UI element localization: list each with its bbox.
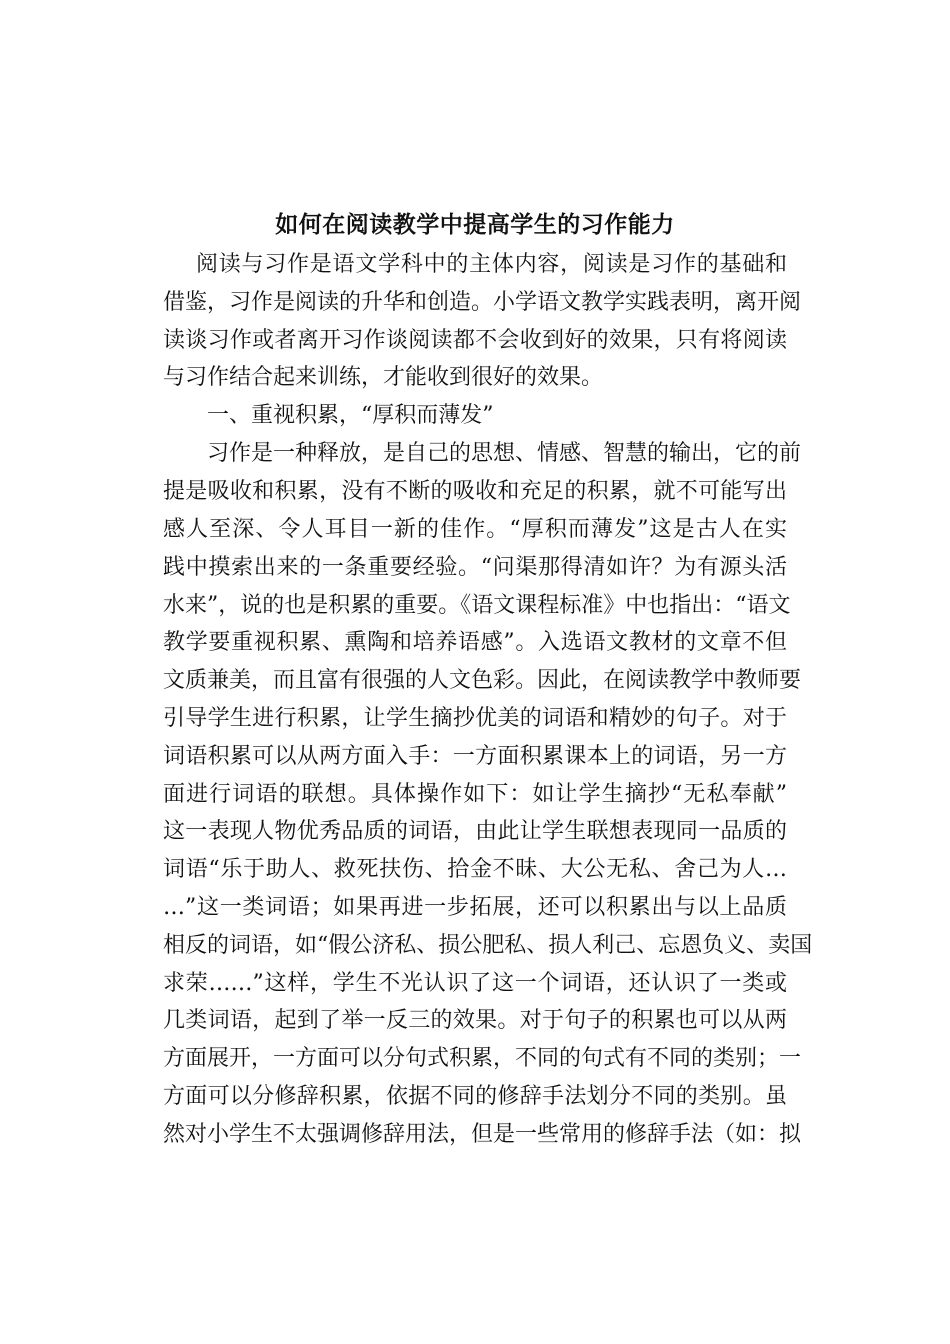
- paragraph-line: …”这一类词语；如果再进一步拓展，还可以积累出与以上品质: [163, 895, 787, 920]
- paragraph-line: 阅读与习作是语文学科中的主体内容，阅读是习作的基础和: [196, 252, 787, 277]
- document-title: 如何在阅读教学中提高学生的习作能力: [275, 211, 675, 238]
- paragraph-line: 提是吸收和积累，没有不断的吸收和充足的积累，就不可能写出: [163, 479, 787, 504]
- paragraph-line: 文质兼美，而且富有很强的人文色彩。因此，在阅读教学中教师要: [163, 668, 802, 693]
- paragraph-line: 教学要重视积累、熏陶和培养语感”。入选语文教材的文章不但: [163, 630, 787, 655]
- paragraph-line: 然对小学生不太强调修辞用法，但是一些常用的修辞手法（如：拟: [163, 1122, 802, 1147]
- paragraph-line: 这一表现人物优秀品质的词语，由此让学生联想表现同一品质的: [163, 819, 787, 844]
- paragraph-line: 习作是一种释放，是自己的思想、情感、智慧的输出，它的前: [207, 441, 802, 466]
- paragraph-line: 几类词语，起到了举一反三的效果。对于句子的积累也可以从两: [163, 1008, 787, 1033]
- paragraph-line: 求荣……”这样，学生不光认识了这一个词语，还认识了一类或: [163, 971, 787, 996]
- paragraph-line: 读谈习作或者离开习作谈阅读都不会收到好的效果，只有将阅读: [163, 328, 787, 353]
- paragraph-line: 感人至深、令人耳目一新的佳作。“厚积而薄发”这是古人在实: [163, 517, 787, 542]
- paragraph-line: 词语“乐于助人、救死扶伤、拾金不昧、大公无私、舍己为人…: [163, 857, 787, 882]
- paragraph-line: 引导学生进行积累，让学生摘抄优美的词语和精妙的句子。对于: [163, 706, 787, 731]
- paragraph-line: 借鉴，习作是阅读的升华和创造。小学语文教学实践表明，离开阅: [163, 290, 802, 315]
- paragraph-line: 相反的词语，如“假公济私、损公肥私、损人利己、忘恩负义、卖国: [163, 933, 813, 958]
- paragraph-line: 方面可以分修辞积累，依据不同的修辞手法划分不同的类别。虽: [163, 1084, 787, 1109]
- paragraph-line: 践中摸索出来的一条重要经验。“问渠那得清如许？为有源头活: [163, 555, 787, 580]
- paragraph-line: 面进行词语的联想。具体操作如下：如让学生摘抄“无私奉献”: [163, 782, 787, 807]
- section-heading: 一、重视积累，“厚积而薄发”: [207, 403, 494, 428]
- paragraph-line: 水来”，说的也是积累的重要。《语文课程标准》中也指出：“语文: [163, 593, 791, 618]
- paragraph-line: 与习作结合起来训练，才能收到很好的效果。: [163, 365, 604, 390]
- paragraph-line: 词语积累可以从两方面入手：一方面积累课本上的词语，另一方: [163, 744, 787, 769]
- paragraph-line: 方面展开，一方面可以分句式积累，不同的句式有不同的类别；一: [163, 1046, 802, 1071]
